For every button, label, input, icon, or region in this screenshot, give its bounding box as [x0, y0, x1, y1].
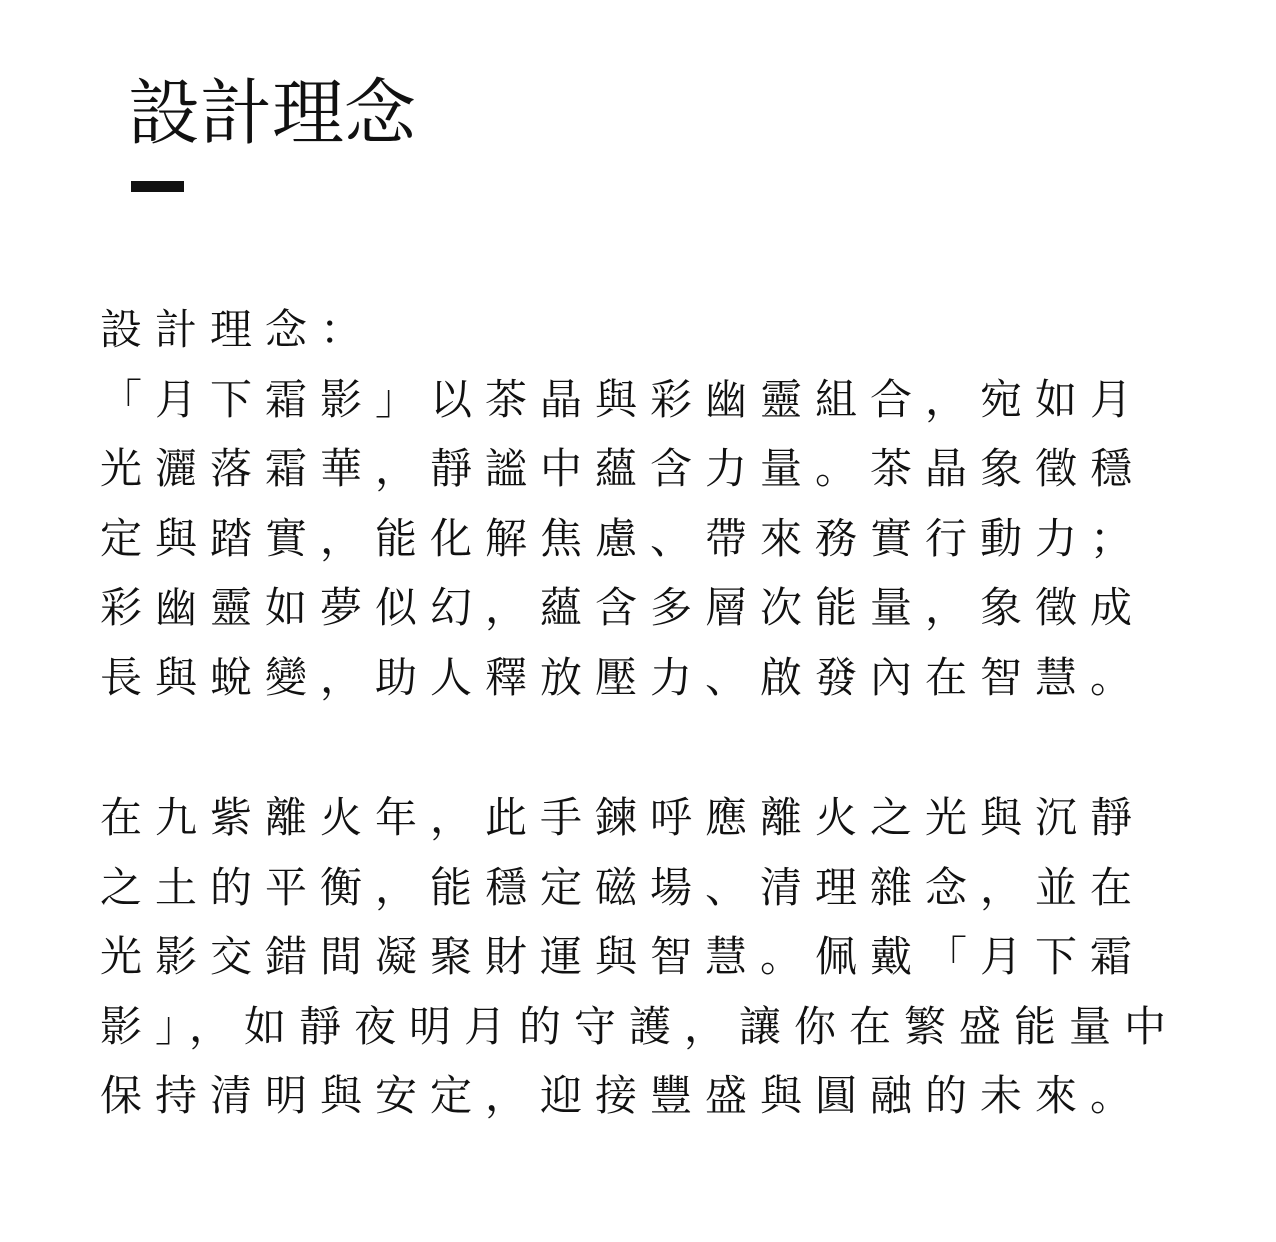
paragraph-line: 光影交錯間凝聚財運與智慧。佩戴「月下霜	[100, 932, 1146, 981]
paragraph-line: 在九紫離火年，此手鍊呼應離火之光與沉靜	[100, 793, 1146, 842]
paragraph-line: 定與踏實，能化解焦慮、帶來務實行動力；	[100, 513, 1146, 563]
paragraph-line: 之土的平衡，能穩定磁場、清理雜念，並在	[100, 862, 1146, 912]
page-title: 設計理念	[128, 71, 417, 155]
paragraph-line: 「月下霜影」以茶晶與彩幽靈組合，宛如月	[100, 374, 1146, 424]
paragraph-line: 保持清明與安定，迎接豐盛與圓融的未來。	[100, 1071, 1146, 1120]
paragraph-line: 設計理念：	[100, 305, 376, 354]
paragraph-line: 彩幽靈如夢似幻，蘊含多層次能量，象徵成	[100, 583, 1146, 632]
paragraph-line: 長與蛻變，助人釋放壓力、啟發內在智慧。	[100, 652, 1146, 702]
title-underline	[131, 181, 184, 192]
paragraph-line: 影」，如靜夜明月的守護，讓你在繁盛能量中	[100, 1001, 1180, 1051]
design-concept-paragraph	[100, 295, 1240, 712]
paragraph-line: 光灑落霜華，靜謐中蘊含力量。茶晶象徵穩	[100, 444, 1146, 493]
fortune-paragraph	[100, 783, 1240, 1131]
